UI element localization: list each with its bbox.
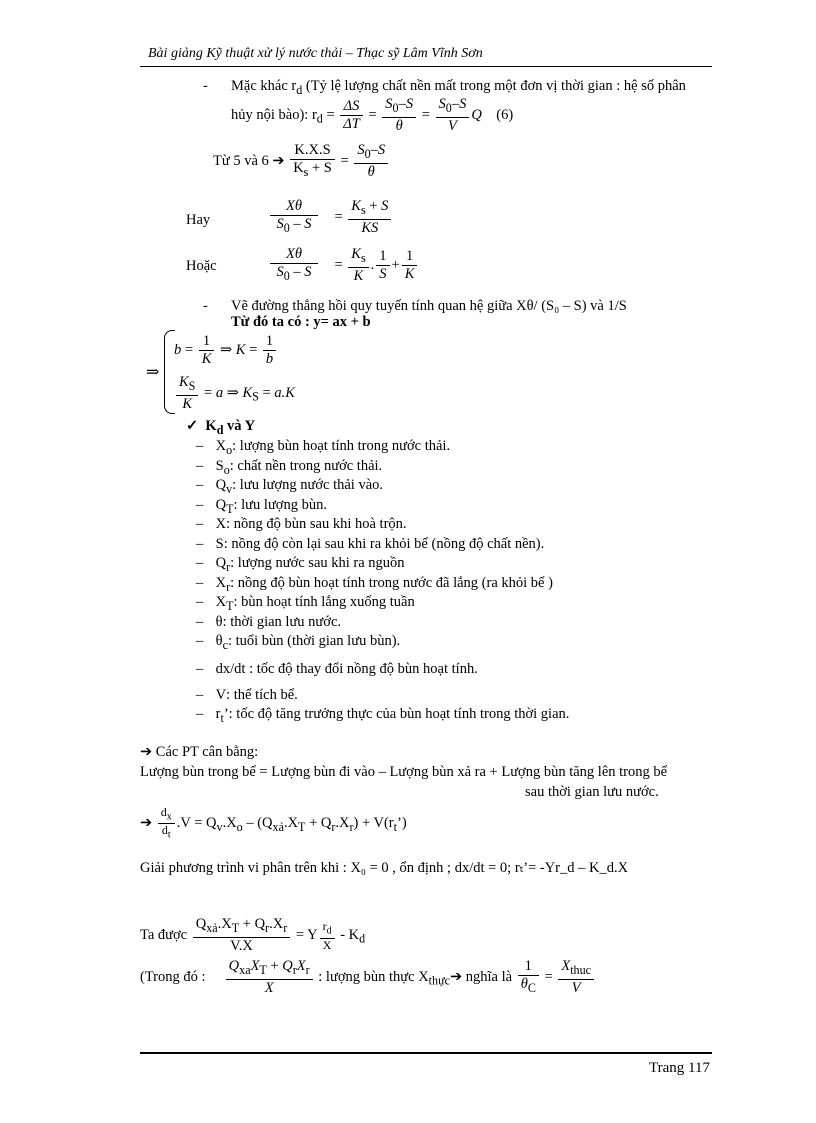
arrow-right-icon: ➔ — [272, 152, 285, 169]
rd-line-1: Mặc khác $r_d$ (Tỷ lệ lượng chất nền mất trong một đơn vị thời gian : hệ số phân — [231, 78, 686, 97]
hay-label: Hay — [186, 212, 211, 228]
footer-rule — [140, 1052, 712, 1054]
implies-arrow-icon: ⇒ — [146, 364, 160, 381]
rd-equation: hủy nội bào): $r_d$ = $\frac{\Delta S}{\Delta T}$ = $\frac{S_0-S}{\theta}$ = $\frac{S_0-S}{V}$ Q (6) — [231, 96, 514, 134]
list-item: – θ: thời gian lưu nước. — [196, 613, 342, 630]
from-that-line: Từ đó ta có : y= ax + b — [231, 314, 371, 330]
kd-y-heading: ✓ $K_d$ và Y — [186, 418, 256, 437]
result-equation: Ta được $\frac{Q_{xả}.X_T + Q_r.X_r}{V.X}$ = Y $\frac{r_d}{X}$ - $K_d$ — [140, 916, 366, 954]
hoac-label: Hoặc — [186, 258, 217, 274]
list-item: – $r_t$’: tốc độ tăng trưởng thực của bùn hoạt tính trong thời gian. — [196, 706, 570, 725]
checkmark-icon: ✓ — [186, 418, 199, 434]
list-item: – $X_r$: nồng độ bùn hoạt tính trong nước đã lắng (ra khỏi bể ) — [196, 574, 553, 594]
system-eq-2: $\frac{K_S}{K}$ = a ⇒ $K_S = a.K$ — [174, 374, 295, 413]
list-item: – S: nồng độ còn lại sau khi ra khỏi bể (nồng độ chất nền). — [196, 535, 545, 552]
list-item: – $X_T$: bùn hoạt tính lắng xuống tuần — [196, 594, 415, 613]
list-item: – $\theta_c$: tuổi bùn (thời gian lưu bùn). — [196, 633, 401, 652]
equation-number: (6) — [496, 106, 514, 123]
regression-line: Vẽ đường thẳng hồi quy tuyến tính quan hệ giữa Xθ/ (S₀ – S) và 1/S — [231, 298, 627, 314]
trong-do-line: (Trong đó : $\frac{Q_{xa}X_T + Q_rX_r}{X}$ : lượng bùn thực $X_{thực}➔$ nghĩa là $\frac{1}{\theta_C}$ = $\frac{X_{thuc}}{V}$ — [140, 958, 596, 997]
from-5-6: Từ 5 và 6 ➔ $\frac{K.X.S}{K_s + S}$ = $\frac{S_0-S}{\theta}$ — [213, 142, 390, 181]
system-eq-1: b = $\frac{1}{K}$ ⇒ K = $\frac{1}{b}$ — [174, 333, 278, 368]
solve-line: Giải phương trình vi phân trên khi : X₀ = 0 , ổn định ; dx/dt = 0; rₜ’= -Yr_d – K_d.X — [140, 860, 629, 876]
list-item: – X: nồng độ bùn sau khi hoà trộn. — [196, 516, 407, 532]
list-item: – $Q_r$: lượng nước sau khi ra nguồn — [196, 555, 405, 574]
page-header: Bài giảng Kỹ thuật xử lý nước thải – Thạc sỹ Lâm Vĩnh Sơn — [148, 46, 483, 61]
balance-line-2: sau thời gian lưu nước. — [525, 784, 659, 800]
definitions-list — [196, 437, 569, 725]
header-rule — [140, 66, 712, 67]
dash-bullet: - — [203, 78, 208, 94]
arrow-right-icon: ➔ — [140, 815, 153, 832]
list-item: – $Q_v$: lưu lượng nước thải vào. — [196, 477, 384, 496]
dash-bullet: - — [203, 298, 208, 314]
pt-title: ➔ Các PT cân bằng: — [140, 744, 259, 760]
page-number: Trang 117 — [649, 1060, 710, 1076]
balance-line-1: Lượng bùn trong bể = Lượng bùn đi vào – Lượng bùn xả ra + Lượng bùn tăng lên trong bể — [140, 764, 668, 780]
hay-equation: $\frac{X\theta}{S_0 - S}$ = $\frac{K_s + S}{KS}$ — [268, 198, 393, 237]
list-item: – dx/dt : tốc độ thay đổi nồng độ bùn hoạt tính. — [196, 660, 478, 677]
list-item: – V: thể tích bể. — [196, 686, 298, 703]
arrow-right-icon: ➔ — [140, 744, 153, 760]
balance-equation: ➔ $\frac{d_x}{d_t}$ $.V = Q_v.X_o - (Q_{xả}.X_T + Q_r.X_r)$ + $V(r_t’)$ — [140, 805, 407, 841]
hoac-equation: $\frac{X\theta}{S_0 - S}$ = $\frac{K_s}{K}$ . $\frac{1}{S}$ + $\frac{1}{K}$ — [268, 246, 419, 285]
list-item: – $S_o$: chất nền trong nước thải. — [196, 457, 383, 477]
list-item: – $Q_T$: lưu lượng bùn. — [196, 496, 327, 516]
arrow-right-icon: ➔ — [449, 968, 463, 985]
list-item: – $X_o$: lượng bùn hoạt tính trong nước thải. — [196, 438, 451, 457]
